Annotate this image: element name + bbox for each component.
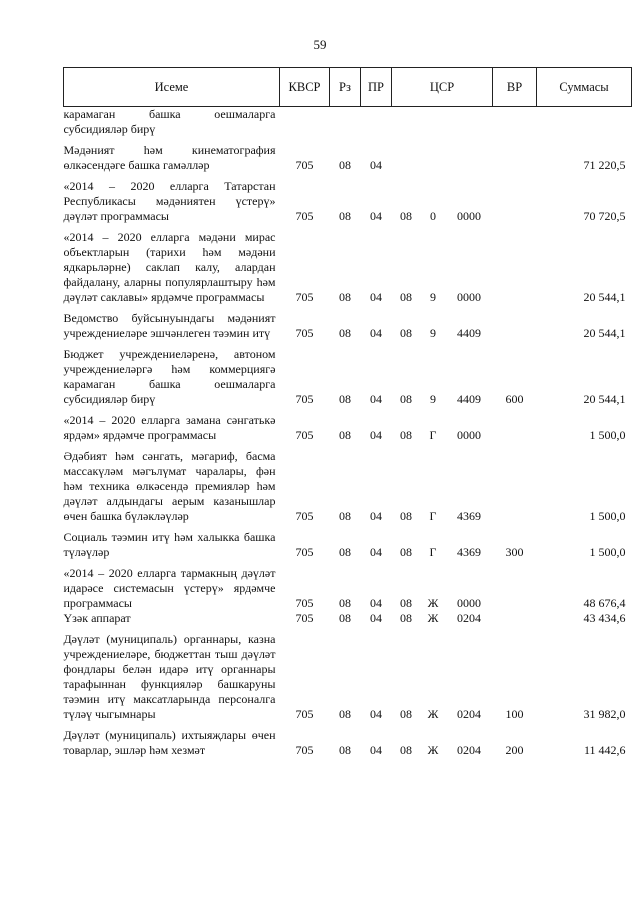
row-name: Мәдәният һәм кинематография өлкәсендәге башка гамәлләр: [63, 143, 276, 172]
header-name: Исеме: [64, 68, 280, 107]
header-kvsr: КВСР: [280, 68, 330, 107]
row-csr-program: 08: [400, 611, 412, 625]
row-csr-subprogram: Г: [429, 509, 437, 523]
row-rz: 08: [339, 428, 351, 442]
row-csr-code: 0000: [457, 209, 481, 223]
row-kvsr: 705: [295, 290, 314, 304]
row-csr-program: 08: [400, 392, 412, 406]
row-rz: 08: [339, 326, 351, 340]
row-csr-code: 0204: [457, 743, 481, 757]
row-kvsr: 705: [295, 158, 314, 172]
row-pr: 04: [370, 596, 382, 610]
row-sum: 48 676,4: [583, 596, 626, 610]
row-vr: 200: [505, 743, 524, 757]
table-row: [64, 611, 632, 626]
row-sum: 11 442,6: [583, 743, 626, 757]
row-sum: 71 220,5: [583, 158, 626, 172]
row-name: карамаган башка оешмаларга субсидияләр бирү: [63, 107, 276, 136]
row-csr-subprogram: Ж: [427, 707, 439, 721]
row-rz: 08: [339, 290, 351, 304]
budget-table: [63, 67, 632, 758]
row-pr: 04: [370, 392, 382, 406]
row-vr: 600: [505, 392, 524, 406]
row-csr-subprogram: 0: [430, 209, 436, 223]
table-row: [64, 137, 632, 173]
row-sum: 1 500,0: [589, 428, 626, 442]
row-name: «2014 – 2020 елларга тармакның дәүләт идарәсе системасын үстерү» ярдәмче программасы: [63, 566, 276, 610]
row-csr-program: [392, 107, 421, 138]
row-pr: 04: [370, 707, 382, 721]
row-pr: 04: [370, 545, 382, 559]
row-name: «2014 – 2020 елларга мәдәни мирас объектларын (тарихи һәм мәдәни ядкарьләрне) саклап калу, алардан файдалану, аларны популярлаштыру һәм дәүләт саклавы» ярдәмче программасы: [63, 230, 276, 304]
row-csr-program: 08: [400, 509, 412, 523]
row-kvsr: 705: [295, 509, 314, 523]
row-csr-program: 08: [400, 326, 412, 340]
row-csr-program: 08: [400, 209, 412, 223]
row-csr-subprogram: [421, 107, 446, 138]
row-csr-code: [446, 107, 493, 138]
row-kvsr: [280, 107, 330, 138]
row-sum: 1 500,0: [589, 509, 626, 523]
row-csr-program: 08: [400, 707, 412, 721]
table-row: [64, 524, 632, 560]
row-csr-program: 08: [400, 290, 412, 304]
row-sum: 20 544,1: [583, 392, 626, 406]
row-name: Әдәбият һәм сәнгать, мәгариф, басма массакүләм мәгълүмат чаралары, фән һәм техника өлкәсендә премияләр һәм дәүләт алдындагы аерым казанышлар өчен башка бүләкләүләр: [63, 449, 276, 523]
row-kvsr: 705: [295, 326, 314, 340]
row-vr: [493, 173, 537, 224]
row-csr-program: 08: [400, 596, 412, 610]
row-kvsr: 705: [295, 611, 314, 625]
row-sum: [537, 107, 632, 138]
row-csr-subprogram: 9: [430, 290, 436, 304]
row-csr-subprogram: Ж: [427, 596, 439, 610]
row-vr: [493, 611, 537, 626]
row-csr-code: 0204: [457, 707, 481, 721]
row-vr: [493, 137, 537, 173]
row-vr: 100: [505, 707, 524, 721]
row-vr: [493, 407, 537, 443]
header-vr: ВР: [493, 68, 537, 107]
table-row: [64, 107, 632, 138]
table-row: [64, 224, 632, 305]
row-rz: 08: [339, 596, 351, 610]
row-csr-code: 0000: [457, 428, 481, 442]
row-sum: 43 434,6: [583, 611, 626, 625]
row-rz: 08: [339, 392, 351, 406]
row-rz: 08: [339, 707, 351, 721]
row-csr-code: 0204: [457, 611, 481, 625]
row-name: Социаль тәэмин итү һәм халыкка башка түләүләр: [63, 530, 276, 559]
row-csr-subprogram: Ж: [427, 611, 439, 625]
table-row: [64, 443, 632, 524]
row-pr: 04: [370, 290, 382, 304]
row-rz: 08: [339, 545, 351, 559]
row-name: Бюджет учреждениеләренә, автоном учреждениеләргә һәм коммерциягә карамаган башка оешмаларга субсидияләр бирү: [63, 347, 276, 406]
row-name: «2014 – 2020 елларга Татарстан Республикасы мәдәниятен үстерү» дәүләт программасы: [63, 179, 276, 223]
row-sum: 20 544,1: [583, 326, 626, 340]
row-kvsr: 705: [295, 428, 314, 442]
row-csr-program: [392, 137, 421, 173]
row-csr-code: 4369: [457, 509, 481, 523]
row-name: Ведомство буйсынуындагы мәдәният учреждениеләре эшчәнлеген тәэмин итү: [63, 311, 276, 340]
row-csr-subprogram: Г: [429, 428, 437, 442]
row-pr: 04: [370, 743, 382, 757]
row-pr: [361, 107, 392, 138]
row-kvsr: 705: [295, 392, 314, 406]
row-kvsr: 705: [295, 743, 314, 757]
row-kvsr: 705: [295, 209, 314, 223]
row-csr-subprogram: 9: [430, 392, 436, 406]
header-rz: Рз: [330, 68, 361, 107]
header-pr: ПР: [361, 68, 392, 107]
table-row: [64, 407, 632, 443]
row-vr: [493, 107, 537, 138]
row-name: Дәүләт (муниципаль) органнары, казна учреждениеләре, бюджеттан тыш дәүләт фондлары белән идарә итү органнары тарафыннан функцияләр башкаруны тәэмин итү максатларында персоналга түләү чыгымнары: [63, 632, 276, 721]
table-row: [64, 722, 632, 758]
row-csr-subprogram: [421, 137, 446, 173]
row-vr: [493, 560, 537, 611]
row-vr: [493, 305, 537, 341]
row-csr-subprogram: 9: [430, 326, 436, 340]
row-sum: 31 982,0: [583, 707, 626, 721]
row-csr-code: 4369: [457, 545, 481, 559]
row-sum: 20 544,1: [583, 290, 626, 304]
header-sum: Суммасы: [537, 68, 632, 107]
table-body: [64, 107, 632, 759]
row-rz: [330, 107, 361, 138]
row-csr-program: 08: [400, 428, 412, 442]
row-pr: 04: [370, 158, 382, 172]
row-csr-code: [446, 137, 493, 173]
table-header: [64, 68, 632, 107]
table-row: [64, 305, 632, 341]
row-csr-subprogram: Ж: [427, 743, 439, 757]
row-pr: 04: [370, 326, 382, 340]
table-row: [64, 626, 632, 722]
row-pr: 04: [370, 509, 382, 523]
row-kvsr: 705: [295, 596, 314, 610]
row-rz: 08: [339, 209, 351, 223]
row-rz: 08: [339, 509, 351, 523]
row-csr-code: 4409: [457, 326, 481, 340]
page-number: 59: [313, 37, 327, 52]
header-csr: ЦСР: [392, 68, 493, 107]
row-sum: 70 720,5: [583, 209, 626, 223]
row-vr: [493, 224, 537, 305]
row-csr-code: 4409: [457, 392, 481, 406]
row-name: Үзәк аппарат: [63, 611, 131, 625]
table-row: [64, 560, 632, 611]
row-sum: 1 500,0: [589, 545, 626, 559]
row-csr-program: 08: [400, 545, 412, 559]
row-vr: [493, 443, 537, 524]
row-name: «2014 – 2020 елларга замана сәнгатькә ярдәм» ярдәмче программасы: [63, 413, 276, 442]
row-rz: 08: [339, 743, 351, 757]
row-csr-program: 08: [400, 743, 412, 757]
table-row: [64, 173, 632, 224]
row-pr: 04: [370, 611, 382, 625]
row-kvsr: 705: [295, 707, 314, 721]
row-name: Дәүләт (муниципаль) ихтыяҗлары өчен товарлар, эшләр һәм хезмәт: [63, 728, 276, 757]
row-csr-code: 0000: [457, 290, 481, 304]
row-rz: 08: [339, 158, 351, 172]
row-csr-code: 0000: [457, 596, 481, 610]
row-csr-subprogram: Г: [429, 545, 437, 559]
row-vr: 300: [505, 545, 524, 559]
row-rz: 08: [339, 611, 351, 625]
table-row: [64, 341, 632, 407]
row-pr: 04: [370, 428, 382, 442]
row-pr: 04: [370, 209, 382, 223]
row-kvsr: 705: [295, 545, 314, 559]
